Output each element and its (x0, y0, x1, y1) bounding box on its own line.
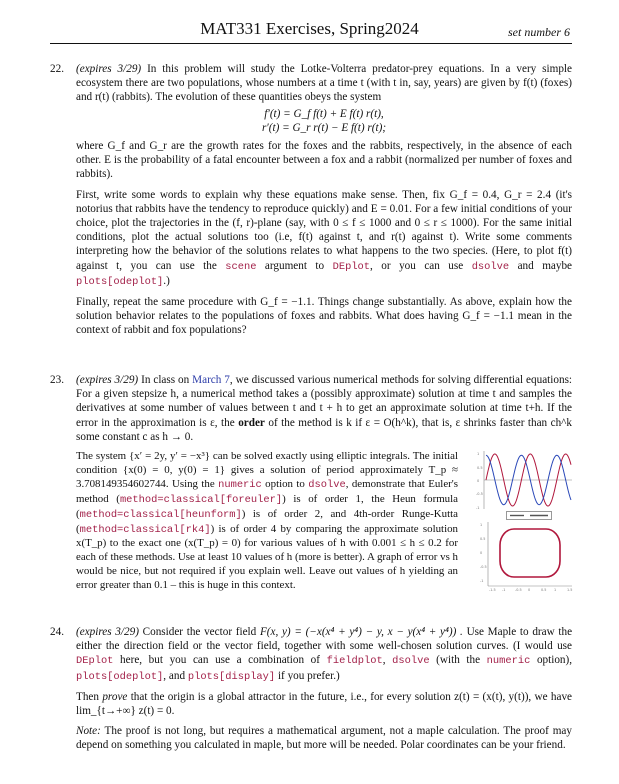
note-text: The proof is not long, but requires a mathematical argument, not a maple calculation. The proof may depend on something you calculated in maple, but more will be needed. Polar coordinates can be your friend. (76, 725, 572, 752)
sys-text-c: , demonstrate that Euler's method ( (76, 477, 458, 505)
code-fieldplot: fieldplot (326, 655, 383, 668)
code-plots-odeplot: plots[odeplot] (76, 670, 164, 683)
expires-label: (expires 3/29) (76, 626, 139, 638)
phase-orbit (500, 529, 560, 577)
page-title: MAT331 Exercises, Spring2024 (200, 19, 419, 38)
phase-x-tick: -1.5 (489, 588, 496, 592)
phase-x-tick: 1.5 (567, 588, 573, 592)
code-dsolve: dsolve (471, 260, 510, 273)
phase-x-tick: -0.5 (515, 588, 522, 592)
use-text-g: if you prefer.) (277, 669, 340, 682)
use-text-a: Use Maple to draw the either the direction field or the vector field, together with some well-chosen solution curves. (I would use (76, 626, 573, 653)
wave-tick-5: -1 (476, 506, 480, 510)
phase-y-tick: 0 (480, 551, 483, 555)
use-text-c: , (382, 654, 386, 667)
phase-y-tick: 1 (480, 523, 483, 527)
first-text-b: argument to (264, 259, 325, 272)
phase-y-tick: -1 (480, 579, 484, 583)
lv-system (76, 107, 572, 135)
wave-tick-4: -0.5 (476, 492, 483, 496)
code-numeric: numeric (218, 478, 262, 491)
phase-x-tick: 1 (554, 588, 557, 592)
sys-text-b: option to (265, 477, 305, 490)
code-scene: scene (225, 260, 257, 273)
problem-24 (50, 625, 572, 759)
then-text-a: Then (76, 690, 99, 703)
phase-y-tick: 0.5 (480, 537, 486, 541)
intro-text: In this problem will study the Lotke-Volterra predator-prey equations. In a very simple ecosystem there are two populations, whose numbers at a time t (with t in, say, years) are given by f(t) (foxes) and r(t) (rabbits). The evolution of these quantities obeys the system (76, 63, 572, 104)
wave-tick-3: 0 (477, 479, 480, 483)
problem-22 (50, 62, 572, 344)
expires-label: (expires 3/29) (76, 63, 142, 75)
prove-term: prove (102, 690, 128, 703)
problem-number: 22. (50, 63, 64, 75)
phase-x-tick: 0 (528, 588, 531, 592)
first-text-c: , or you can use (370, 259, 464, 272)
system-paragraph (76, 450, 458, 593)
code-plots-display: plots[display] (187, 670, 276, 683)
solution-wave-plot (476, 447, 574, 515)
header-rule (50, 43, 572, 44)
wave-tick-2: 0.5 (477, 466, 483, 470)
phase-portrait-plot (480, 520, 574, 592)
code-rk4: method=classical[rk4] (79, 523, 211, 536)
problem-number: 23. (50, 374, 64, 386)
set-number: set number 6 (508, 25, 570, 39)
code-numeric: numeric (486, 655, 531, 668)
note-label: Note: (76, 725, 101, 738)
code-deplot: DEplot (76, 655, 114, 668)
code-dsolve: dsolve (392, 655, 430, 668)
vector-field-formula: F(x, y) = (−x(x⁴ + y⁴) − y, x − y(x⁴ + y⁴)) . (259, 626, 463, 638)
intro-text-b: , we discussed various numerical methods for solving differential equations: For a given stepsize h, a numerical method takes a (possibly approximate) solution at time t and samples the derivatives at some number of values between t and t + h to get an approximate solution at time t+h. If the error in the approximation is ε, the (76, 374, 573, 429)
problem-number: 24. (50, 626, 64, 638)
first-paragraph (76, 188, 572, 289)
phase-y-tick: -0.5 (480, 565, 487, 569)
intro-text-a: In class on (141, 374, 190, 386)
eq-line-1: f′(t) = G_f f(t) + E f(t) r(t), (264, 107, 384, 120)
sys-text-f: ) is of order 4 by comparing the approximate solution x(T_p) to the exact one (x(T_p) = 0) for various values of h with 0.001 ≤ h ≤ 0.2 for each of these methods. Use at least 10 values of h (more is better). A graph of error vs h would be nice, but not required if you explain well. Leave out values of h yielding an error greater than 0.1 – this is huge in this context. (76, 522, 458, 592)
phase-x-tick: -1 (502, 588, 506, 592)
code-deplot: DEplot (332, 260, 371, 273)
expires-label: (expires 3/29) (76, 374, 139, 386)
wave-legend (506, 511, 552, 520)
march7-link[interactable]: March 7 (192, 374, 230, 386)
first-text-d: and maybe (517, 259, 573, 272)
code-heunform: method=classical[heunform] (79, 508, 242, 521)
first-text-a: First, write some words to explain why these equations make sense. Then, fix G_f = 0.4, G_r = 2.4 (it's notorius that rabbits have the tendency to reproduce quickly) and E = 0.01. For a few initial conditions of your choice, plot the trajectories in the (f, r)-plane (say, with 0 ≤ f ≤ 1000 and 0 ≤ r ≤ 1000). For the same initial conditions, plot the actual solutions too (i.e, f(t) against t, and r(t) against t). Write some comments interpreting how the behavior of the solutions relates to what happens to the two species. (Here, to plot f(t) against t, you can use the (76, 188, 572, 272)
wave-tick-1: 1 (477, 452, 480, 456)
first-text-e: .) (163, 274, 170, 287)
sys-text-d: ) is of order 1, the Heun formula ( (76, 492, 458, 520)
use-text-d: (with the (436, 654, 481, 667)
where-text: where G_f and G_r are the growth rates for the foxes and the rabbits, respectively, in the absence of each other. E is the probability of a fatal encounter between a fox and a rabbit (normalized per number of foxes and rabbits). (76, 140, 572, 181)
order-term: order (238, 416, 265, 429)
use-text-e: option), (536, 654, 573, 667)
use-text-f: , and (163, 669, 186, 682)
code-dsolve: dsolve (308, 478, 346, 491)
code-plots-odeplot: plots[odeplot] (76, 275, 164, 288)
finally-text: Finally, repeat the same procedure with G_f = −1.1. Things change substantially. As above, explain how the solution behavior relates to the populations of foxes and rabbits. What does having G_f = −1.1 mean in the context of rabbit and fox populations? (76, 296, 572, 337)
intro-text-a: Consider the vector field (142, 626, 257, 638)
intro-text-c: of the method is k if ε = O(h^k), that is, ε shrinks faster than ch^k some constant c as h → 0. (76, 416, 573, 443)
then-text-b: that the origin is a global attractor in the future, i.e., for every solution z(t) = (x(t), y(t)), we have lim_{t→+∞} z(t) = 0. (76, 690, 572, 718)
eq-line-2: r′(t) = G_r r(t) − E f(t) r(t); (261, 121, 387, 134)
code-foreuler: method=classical[foreuler] (119, 493, 283, 506)
use-text-b: here, but you can use a combination of (120, 654, 320, 667)
sys-text-a: The system {x′ = 2y, y′ = −x³} can be solved exactly using elliptic integrals. The initial condition {x(0) = 0, y(0) = 1} gives a solution of period approximately T_p ≈ 3.708149354602744. Using the (76, 450, 458, 490)
phase-x-tick: 0.5 (541, 588, 547, 592)
sys-text-e: ) is of order 2, and 4th-order Runge-Kutta ( (76, 507, 458, 535)
